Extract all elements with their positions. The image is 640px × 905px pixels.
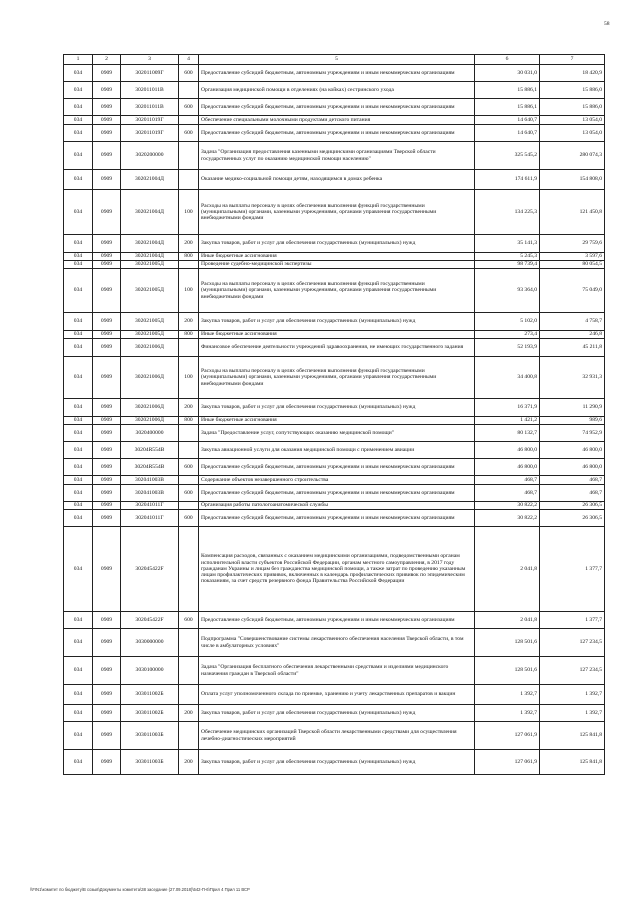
admin-code-cell: 034 <box>64 722 93 750</box>
section-code-cell: 0909 <box>93 485 121 502</box>
expense-type-cell: 200 <box>179 313 199 331</box>
executed-amount-cell: 125 841,8 <box>540 722 605 750</box>
description-cell: Закупка авиационной услуги для оказания медицинской помощи с применением авиации <box>199 442 475 459</box>
header-cell: 4 <box>179 55 199 65</box>
section-code-cell: 0909 <box>93 261 121 269</box>
description-cell: Компенсация расходов, связанных с оказанием медицинскими организациями, подведомственными органам исполнительной власти субъектов Российской Федерации, органам местного самоуправления, в 2017 году гражданам Украины и лицам без гражданства медицинской помощи, а также затрат по проведению указанным лицам профилактических прививок, включенных в календарь профилактических прививок по эпидемическим показаниям, за счет средств резервного фонда Правительства Российской Федерации <box>199 527 475 612</box>
executed-amount-cell: 75 049,0 <box>540 269 605 313</box>
table-row <box>64 99 605 116</box>
target-article-cell: 302021006Д <box>121 417 179 425</box>
executed-amount-cell: 18 420,9 <box>540 65 605 82</box>
header-cell: 7 <box>540 55 605 65</box>
admin-code-cell: 034 <box>64 253 93 261</box>
target-article-cell: 3020200000 <box>121 142 179 170</box>
table-row <box>64 331 605 339</box>
table-row <box>64 750 605 775</box>
executed-amount-cell: 45 211,8 <box>540 339 605 357</box>
executed-amount-cell: 468,7 <box>540 476 605 485</box>
description-cell: Оплата услуг уполномоченного склада по приемке, хранению и учету лекарственных препаратов и вакцин <box>199 685 475 705</box>
section-code-cell: 0909 <box>93 190 121 235</box>
description-cell: Расходы на выплаты персоналу в целях обеспечения выполнения функций государственными (муниципальными) органами, казенными учреждениями, органами управления государственными внебюджетными фондами <box>199 357 475 399</box>
section-code-cell: 0909 <box>93 685 121 705</box>
executed-amount-cell: 127 234,5 <box>540 629 605 657</box>
table-row <box>64 65 605 82</box>
target-article-cell: 302045422F <box>121 527 179 612</box>
target-article-cell: 302021006Д <box>121 399 179 417</box>
table-row <box>64 485 605 502</box>
executed-amount-cell: 15 886,0 <box>540 99 605 116</box>
expense-type-cell <box>179 657 199 685</box>
expense-type-cell: 200 <box>179 705 199 722</box>
expense-type-cell: 600 <box>179 510 199 527</box>
expense-type-cell <box>179 142 199 170</box>
target-article-cell: 302041003В <box>121 476 179 485</box>
expense-type-cell: 600 <box>179 459 199 476</box>
target-article-cell: 302021005Д <box>121 331 179 339</box>
admin-code-cell: 034 <box>64 612 93 629</box>
budget-table-container <box>63 54 604 775</box>
table-row <box>64 253 605 261</box>
executed-amount-cell: 125 841,8 <box>540 750 605 775</box>
target-article-cell: 302041011Г <box>121 510 179 527</box>
admin-code-cell: 034 <box>64 629 93 657</box>
expense-type-cell: 600 <box>179 65 199 82</box>
admin-code-cell: 034 <box>64 485 93 502</box>
description-cell: Содержание объектов незавершенного строительства <box>199 476 475 485</box>
target-article-cell: 302021005Д <box>121 261 179 269</box>
admin-code-cell: 034 <box>64 425 93 442</box>
table-row <box>64 357 605 399</box>
target-article-cell: 302021006Д <box>121 339 179 357</box>
planned-amount-cell: 35 141,3 <box>475 235 540 253</box>
expense-type-cell <box>179 261 199 269</box>
description-cell: Расходы на выплаты персоналу в целях обеспечения выполнения функций государственными (муниципальными) органами, казенными учреждениями, органами управления государственными внебюджетными фондами <box>199 269 475 313</box>
header-cell: 3 <box>121 55 179 65</box>
planned-amount-cell: 46 800,0 <box>475 459 540 476</box>
expense-type-cell: 200 <box>179 235 199 253</box>
planned-amount-cell: 30 031,0 <box>475 65 540 82</box>
planned-amount-cell: 14 640,7 <box>475 125 540 142</box>
target-article-cell: 3020400000 <box>121 425 179 442</box>
description-cell: Предоставление субсидий бюджетным, автономным учреждениям и иным некоммерческим организациям <box>199 125 475 142</box>
admin-code-cell: 034 <box>64 170 93 190</box>
admin-code-cell: 034 <box>64 476 93 485</box>
table-row <box>64 417 605 425</box>
header-cell: 1 <box>64 55 93 65</box>
description-cell: Закупка товаров, работ и услуг для обеспечения государственных (муниципальных) нужд <box>199 750 475 775</box>
executed-amount-cell: 11 290,9 <box>540 399 605 417</box>
description-cell: Закупка товаров, работ и услуг для обеспечения государственных (муниципальных) нужд <box>199 235 475 253</box>
admin-code-cell: 034 <box>64 116 93 125</box>
expense-type-cell: 100 <box>179 357 199 399</box>
description-cell: Предоставление субсидий бюджетным, автономным учреждениям и иным некоммерческим организациям <box>199 459 475 476</box>
section-code-cell: 0909 <box>93 459 121 476</box>
target-article-cell: 302041011Г <box>121 502 179 510</box>
target-article-cell: 302011019Г <box>121 125 179 142</box>
expense-type-cell <box>179 722 199 750</box>
expense-type-cell <box>179 442 199 459</box>
admin-code-cell: 034 <box>64 399 93 417</box>
planned-amount-cell: 468,7 <box>475 476 540 485</box>
executed-amount-cell: 121 450,8 <box>540 190 605 235</box>
planned-amount-cell: 14 640,7 <box>475 116 540 125</box>
planned-amount-cell: 127 061,9 <box>475 722 540 750</box>
planned-amount-cell: 15 886,1 <box>475 99 540 116</box>
section-code-cell: 0909 <box>93 502 121 510</box>
target-article-cell: 302021006Д <box>121 357 179 399</box>
expense-type-cell: 800 <box>179 253 199 261</box>
planned-amount-cell: 127 061,9 <box>475 750 540 775</box>
executed-amount-cell: 26 306,5 <box>540 502 605 510</box>
planned-amount-cell: 52 193,9 <box>475 339 540 357</box>
section-code-cell: 0909 <box>93 442 121 459</box>
admin-code-cell: 034 <box>64 261 93 269</box>
table-row <box>64 269 605 313</box>
description-cell: Закупка товаров, работ и услуг для обеспечения государственных (муниципальных) нужд <box>199 313 475 331</box>
admin-code-cell: 034 <box>64 235 93 253</box>
executed-amount-cell: 154 808,0 <box>540 170 605 190</box>
section-code-cell: 0909 <box>93 313 121 331</box>
description-cell: Иные бюджетные ассигнования <box>199 417 475 425</box>
description-cell: Закупка товаров, работ и услуг для обеспечения государственных (муниципальных) нужд <box>199 705 475 722</box>
section-code-cell: 0909 <box>93 750 121 775</box>
target-article-cell: 30204R554В <box>121 442 179 459</box>
planned-amount-cell: 5 245,3 <box>475 253 540 261</box>
planned-amount-cell: 128 501,6 <box>475 657 540 685</box>
section-code-cell: 0909 <box>93 170 121 190</box>
planned-amount-cell: 174 611,9 <box>475 170 540 190</box>
admin-code-cell: 034 <box>64 417 93 425</box>
executed-amount-cell: 32 931,3 <box>540 357 605 399</box>
description-cell: Задача "Организация бесплатного обеспечения лекарственными средствами и изделиями медицинского назначения граждан в Тверской области" <box>199 657 475 685</box>
table-row <box>64 425 605 442</box>
section-code-cell: 0909 <box>93 65 121 82</box>
section-code-cell: 0909 <box>93 510 121 527</box>
target-article-cell: 303011002Б <box>121 685 179 705</box>
target-article-cell: 303011003Б <box>121 722 179 750</box>
expense-type-cell <box>179 476 199 485</box>
expense-type-cell: 100 <box>179 190 199 235</box>
expense-type-cell <box>179 425 199 442</box>
planned-amount-cell: 30 822,2 <box>475 510 540 527</box>
table-row <box>64 685 605 705</box>
table-row <box>64 657 605 685</box>
executed-amount-cell: 15 886,0 <box>540 82 605 99</box>
section-code-cell: 0909 <box>93 417 121 425</box>
executed-amount-cell: 127 234,5 <box>540 657 605 685</box>
description-cell: Иные бюджетные ассигнования <box>199 253 475 261</box>
executed-amount-cell: 1 392,7 <box>540 705 605 722</box>
table-row <box>64 459 605 476</box>
admin-code-cell: 034 <box>64 99 93 116</box>
section-code-cell: 0909 <box>93 476 121 485</box>
header-cell: 2 <box>93 55 121 65</box>
description-cell: Предоставление субсидий бюджетным, автономным учреждениям и иным некоммерческим организациям <box>199 65 475 82</box>
planned-amount-cell: 98 739,4 <box>475 261 540 269</box>
section-code-cell: 0909 <box>93 527 121 612</box>
expense-type-cell: 800 <box>179 331 199 339</box>
section-code-cell: 0909 <box>93 125 121 142</box>
table-row <box>64 442 605 459</box>
target-article-cell: 302011019Г <box>121 116 179 125</box>
planned-amount-cell: 1 392,7 <box>475 705 540 722</box>
target-article-cell: 302021004Д <box>121 235 179 253</box>
executed-amount-cell: 13 054,0 <box>540 116 605 125</box>
planned-amount-cell: 1 392,7 <box>475 685 540 705</box>
table-row <box>64 313 605 331</box>
admin-code-cell: 034 <box>64 331 93 339</box>
file-path-footer: \\FIN1\комитет по бюджету\В созыв\Документы комитета\38 заседание (27.09.2018)\542-П-6\Прил 4 Прил 11 ВСР <box>30 887 250 892</box>
planned-amount-cell: 16 371,9 <box>475 399 540 417</box>
expense-type-cell: 600 <box>179 612 199 629</box>
admin-code-cell: 034 <box>64 685 93 705</box>
planned-amount-cell: 2 041,8 <box>475 612 540 629</box>
section-code-cell: 0909 <box>93 339 121 357</box>
executed-amount-cell: 80 054,5 <box>540 261 605 269</box>
table-row <box>64 339 605 357</box>
planned-amount-cell: 34 400,8 <box>475 357 540 399</box>
expense-type-cell <box>179 629 199 657</box>
target-article-cell: 302021004Д <box>121 170 179 190</box>
planned-amount-cell: 325 545,2 <box>475 142 540 170</box>
table-row <box>64 510 605 527</box>
section-code-cell: 0909 <box>93 116 121 125</box>
admin-code-cell: 034 <box>64 65 93 82</box>
section-code-cell: 0909 <box>93 629 121 657</box>
admin-code-cell: 034 <box>64 82 93 99</box>
description-cell: Обеспечение медицинских организаций Тверской области лекарственными средствами для осуществления лечебно-диагностических мероприятий <box>199 722 475 750</box>
expense-type-cell <box>179 502 199 510</box>
target-article-cell: 302041003В <box>121 485 179 502</box>
admin-code-cell: 034 <box>64 510 93 527</box>
section-code-cell: 0909 <box>93 705 121 722</box>
planned-amount-cell: 468,7 <box>475 485 540 502</box>
budget-table <box>63 54 605 775</box>
expense-type-cell: 800 <box>179 417 199 425</box>
expense-type-cell <box>179 339 199 357</box>
description-cell: Задача "Предоставление услуг, сопутствующих оказанию медицинской помощи" <box>199 425 475 442</box>
planned-amount-cell: 46 800,0 <box>475 442 540 459</box>
expense-type-cell <box>179 685 199 705</box>
table-row <box>64 527 605 612</box>
target-article-cell: 302021005Д <box>121 269 179 313</box>
description-cell: Предоставление субсидий бюджетным, автономным учреждениям и иным некоммерческим организациям <box>199 485 475 502</box>
target-article-cell: 302011011В <box>121 82 179 99</box>
table-row <box>64 190 605 235</box>
executed-amount-cell: 1 377,7 <box>540 527 605 612</box>
description-cell: Подпрограмма "Совершенствование системы лекарственного обеспечения населения Тверской области, в том числе в амбулаторных условиях" <box>199 629 475 657</box>
admin-code-cell: 034 <box>64 750 93 775</box>
executed-amount-cell: 1 377,7 <box>540 612 605 629</box>
table-row <box>64 612 605 629</box>
description-cell: Организация медицинской помощи в отделениях (на койках) сестринского ухода <box>199 82 475 99</box>
header-cell: 6 <box>475 55 540 65</box>
planned-amount-cell: 5 102,0 <box>475 313 540 331</box>
executed-amount-cell: 468,7 <box>540 485 605 502</box>
admin-code-cell: 034 <box>64 459 93 476</box>
planned-amount-cell: 128 501,6 <box>475 629 540 657</box>
target-article-cell: 303011003Б <box>121 750 179 775</box>
executed-amount-cell: 3 597,6 <box>540 253 605 261</box>
admin-code-cell: 034 <box>64 142 93 170</box>
planned-amount-cell: 80 132,7 <box>475 425 540 442</box>
table-row <box>64 502 605 510</box>
description-cell: Предоставление субсидий бюджетным, автономным учреждениям и иным некоммерческим организациям <box>199 612 475 629</box>
section-code-cell: 0909 <box>93 142 121 170</box>
executed-amount-cell: 989,6 <box>540 417 605 425</box>
target-article-cell: 302021004Д <box>121 253 179 261</box>
header-cell: 5 <box>199 55 475 65</box>
section-code-cell: 0909 <box>93 235 121 253</box>
target-article-cell: 3030000000 <box>121 629 179 657</box>
target-article-cell: 303011002Б <box>121 705 179 722</box>
planned-amount-cell: 93 364,0 <box>475 269 540 313</box>
description-cell: Проведение судебно-медицинской экспертизы <box>199 261 475 269</box>
planned-amount-cell: 134 225,3 <box>475 190 540 235</box>
admin-code-cell: 034 <box>64 657 93 685</box>
admin-code-cell: 034 <box>64 502 93 510</box>
executed-amount-cell: 1 392,7 <box>540 685 605 705</box>
target-article-cell: 30204R554В <box>121 459 179 476</box>
section-code-cell: 0909 <box>93 99 121 116</box>
section-code-cell: 0909 <box>93 357 121 399</box>
admin-code-cell: 034 <box>64 357 93 399</box>
admin-code-cell: 034 <box>64 125 93 142</box>
description-cell: Финансовое обеспечение деятельности учреждений здравоохранения, не имеющих государственного задания <box>199 339 475 357</box>
table-row <box>64 116 605 125</box>
table-header-row <box>64 55 605 65</box>
section-code-cell: 0909 <box>93 269 121 313</box>
target-article-cell: 302045422F <box>121 612 179 629</box>
table-row <box>64 476 605 485</box>
description-cell: Иные бюджетные ассигнования <box>199 331 475 339</box>
table-row <box>64 125 605 142</box>
table-row <box>64 235 605 253</box>
expense-type-cell: 600 <box>179 125 199 142</box>
admin-code-cell: 034 <box>64 313 93 331</box>
executed-amount-cell: 26 306,5 <box>540 510 605 527</box>
table-row <box>64 722 605 750</box>
executed-amount-cell: 280 074,3 <box>540 142 605 170</box>
planned-amount-cell: 1 421,2 <box>475 417 540 425</box>
target-article-cell: 302021005Д <box>121 313 179 331</box>
table-row <box>64 82 605 99</box>
admin-code-cell: 034 <box>64 705 93 722</box>
section-code-cell: 0909 <box>93 425 121 442</box>
description-cell: Предоставление субсидий бюджетным, автономным учреждениям и иным некоммерческим организациям <box>199 99 475 116</box>
executed-amount-cell: 46 800,0 <box>540 459 605 476</box>
target-article-cell: 302011011В <box>121 99 179 116</box>
table-row <box>64 170 605 190</box>
description-cell: Расходы на выплаты персоналу в целях обеспечения выполнения функций государственными (муниципальными) органами, казенными учреждениями, органами управления государственными внебюджетными фондами <box>199 190 475 235</box>
expense-type-cell <box>179 116 199 125</box>
target-article-cell: 3030100000 <box>121 657 179 685</box>
planned-amount-cell: 273,4 <box>475 331 540 339</box>
expense-type-cell: 100 <box>179 269 199 313</box>
admin-code-cell: 034 <box>64 190 93 235</box>
page-number: 58 <box>604 21 610 27</box>
section-code-cell: 0909 <box>93 82 121 99</box>
planned-amount-cell: 30 822,2 <box>475 502 540 510</box>
executed-amount-cell: 13 054,0 <box>540 125 605 142</box>
section-code-cell: 0909 <box>93 399 121 417</box>
executed-amount-cell: 4 758,7 <box>540 313 605 331</box>
section-code-cell: 0909 <box>93 612 121 629</box>
planned-amount-cell: 2 041,8 <box>475 527 540 612</box>
expense-type-cell: 200 <box>179 750 199 775</box>
description-cell: Задача "Организация предоставления казенными медицинскими организациями Тверской области государственных услуг по оказанию медицинской помощи населению" <box>199 142 475 170</box>
table-row <box>64 261 605 269</box>
section-code-cell: 0909 <box>93 253 121 261</box>
section-code-cell: 0909 <box>93 722 121 750</box>
table-row <box>64 629 605 657</box>
expense-type-cell: 600 <box>179 99 199 116</box>
table-row <box>64 399 605 417</box>
table-row <box>64 705 605 722</box>
description-cell: Обеспечение специальными молочными продуктами детского питания <box>199 116 475 125</box>
admin-code-cell: 034 <box>64 527 93 612</box>
expense-type-cell <box>179 170 199 190</box>
target-article-cell: 302021004Д <box>121 190 179 235</box>
executed-amount-cell: 74 952,9 <box>540 425 605 442</box>
executed-amount-cell: 29 759,6 <box>540 235 605 253</box>
expense-type-cell <box>179 82 199 99</box>
description-cell: Организация работы патологоанатомической службы <box>199 502 475 510</box>
section-code-cell: 0909 <box>93 657 121 685</box>
table-row <box>64 142 605 170</box>
executed-amount-cell: 246,8 <box>540 331 605 339</box>
description-cell: Закупка товаров, работ и услуг для обеспечения государственных (муниципальных) нужд <box>199 399 475 417</box>
expense-type-cell <box>179 527 199 612</box>
admin-code-cell: 034 <box>64 442 93 459</box>
expense-type-cell: 600 <box>179 485 199 502</box>
admin-code-cell: 034 <box>64 339 93 357</box>
admin-code-cell: 034 <box>64 269 93 313</box>
description-cell: Оказание медико-социальной помощи детям, находящимся в домах ребенка <box>199 170 475 190</box>
target-article-cell: 302011009Г <box>121 65 179 82</box>
expense-type-cell: 200 <box>179 399 199 417</box>
section-code-cell: 0909 <box>93 331 121 339</box>
planned-amount-cell: 15 886,1 <box>475 82 540 99</box>
description-cell: Предоставление субсидий бюджетным, автономным учреждениям и иным некоммерческим организациям <box>199 510 475 527</box>
executed-amount-cell: 46 800,0 <box>540 442 605 459</box>
